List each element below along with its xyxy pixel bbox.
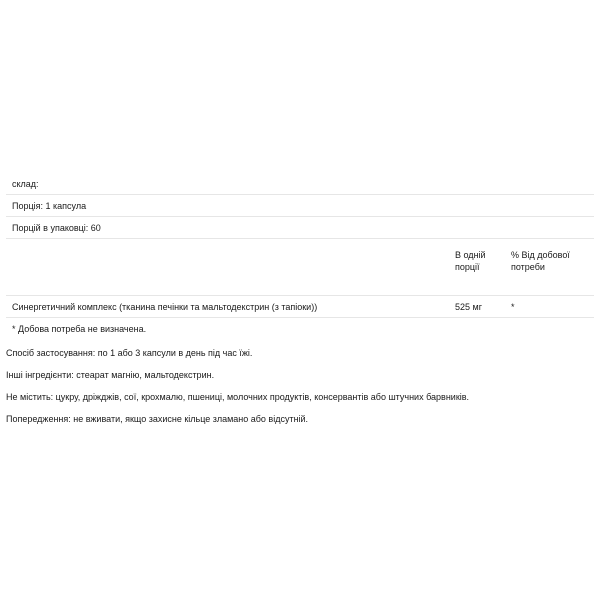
servings-per-container-row — [6, 217, 594, 239]
header-amount-line2: порції — [455, 262, 480, 272]
composition-label: склад: — [12, 178, 39, 189]
footnote: * Добова потреба не визначена. — [12, 324, 147, 334]
product-info — [6, 346, 594, 434]
ingredient-name: Синергетичний комплекс (тканина печінки та мальтодекстрин (з тапіоки)) — [12, 301, 318, 312]
header-dv-line1: % Від добової — [511, 250, 570, 260]
warning-text: Попередження: не вживати, якщо захисне кільце зламано або відсутній. — [6, 414, 309, 424]
header-amount-column — [455, 249, 511, 273]
servings-per-container: Порцій в упаковці: 60 — [12, 222, 101, 233]
supplement-facts-table — [6, 173, 594, 340]
header-dv-line2: потреби — [511, 262, 545, 272]
other-ingredients-text: Інші інгредієнти: стеарат магнію, мальтодекстрин. — [6, 370, 215, 380]
serving-size-row — [6, 195, 594, 217]
header-amount-line1: В одній — [455, 250, 486, 260]
table-header-row — [6, 239, 594, 296]
does-not-contain-text: Не містить: цукру, дріжджів, сої, крохмалю, пшениці, молочних продуктів, консервантів або штучних барвників. — [6, 392, 470, 402]
header-dv-column — [511, 249, 594, 273]
serving-size: Порція: 1 капсула — [12, 200, 87, 211]
ingredient-amount: 525 мг — [455, 301, 482, 312]
ingredient-row — [6, 296, 594, 318]
footnote-row — [6, 318, 594, 340]
usage-text: Спосіб застосування: по 1 або 3 капсули в день під час їжі. — [6, 348, 253, 358]
composition-row — [6, 173, 594, 195]
ingredient-dv: * — [511, 301, 515, 312]
